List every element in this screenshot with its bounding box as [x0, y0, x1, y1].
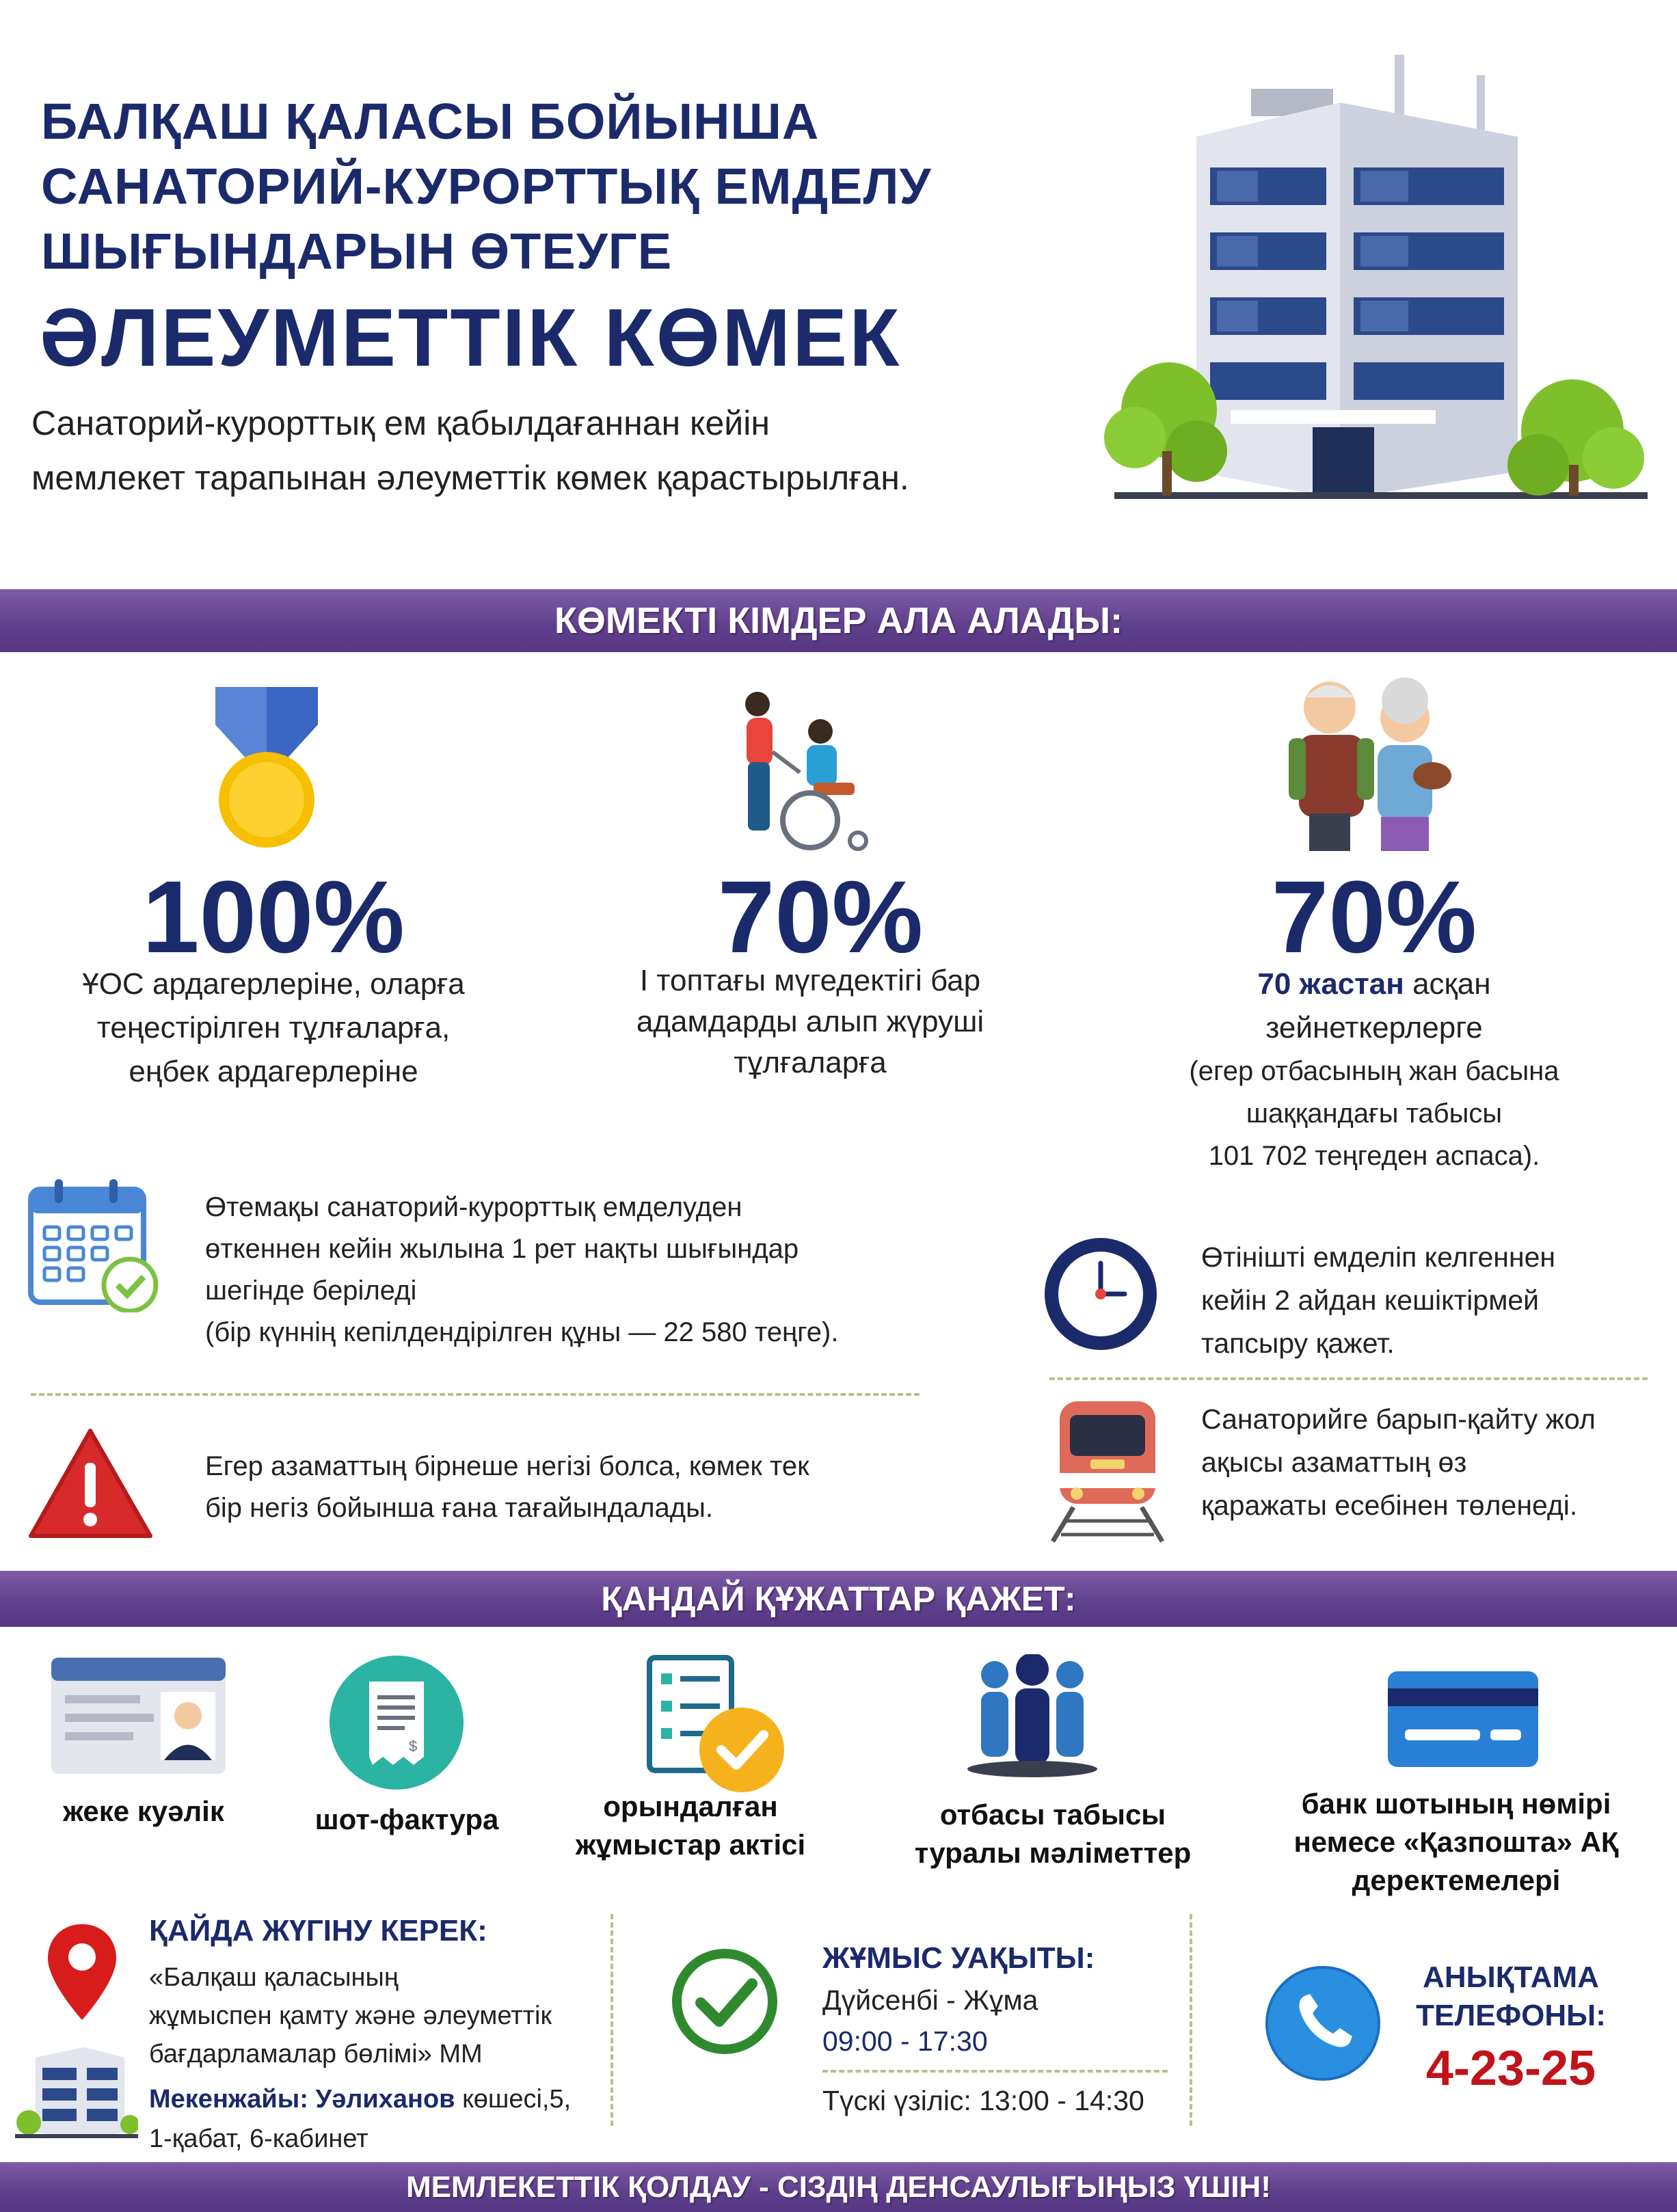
bank-card-icon	[1388, 1671, 1538, 1767]
divider-hours	[822, 2070, 1168, 2073]
group-pensioners-text: 70 жастан асқан зейнеткерлерге (егер отбасының жан басына шаққандағы табысы 101 702 теңгеден аспаса).	[1189, 967, 1559, 1171]
group-caregivers-text: І топтағы мүгедектігі бар адамдарды алып жүруші тұлғаларға	[636, 964, 984, 1079]
divider-right	[1049, 1377, 1648, 1380]
title-line-3: ШЫҒЫНДАРЫН ӨТЕУГЕ	[41, 223, 673, 280]
age-highlight: 70 жастан	[1257, 967, 1404, 1001]
title-line-1: БАЛҚАШ ҚАЛАСЫ БОЙЫНША	[41, 93, 820, 150]
checklist-icon	[646, 1654, 790, 1798]
percent-100: 100%	[142, 859, 405, 974]
documents-heading-band	[0, 1571, 1677, 1627]
compensation-text: Өтемақы санаторий-курорттық емделуден өткеннен кейін жылына 1 рет нақты шығындар шегінде беріледі (бір күннің кепілдендірілген құны — 22 580 теңге).	[205, 1192, 839, 1347]
footer-band	[0, 2162, 1677, 2212]
title-line-2: САНАТОРИЙ-КУРОРТТЫҚ ЕМДЕЛУ	[41, 158, 932, 215]
invoice-icon	[328, 1654, 465, 1791]
address-text: Мекенжайы: Уәлиханов көшесі,5, 1-қабат, 6-кабинет	[149, 2085, 572, 2153]
clock-icon	[1043, 1236, 1159, 1352]
group-veterans-text: ҰОС ардагерлеріне, оларға теңестірілген тұлғаларға, еңбек ардагерлеріне	[82, 967, 465, 1088]
footer-slogan: МЕМЛЕКЕТТІК ҚОЛДАУ - СІЗДІҢ ДЕНСАУЛЫҒЫҢЫЗ ҮШІН!	[406, 2170, 1271, 2204]
wheelchair-caregiver-icon	[725, 690, 875, 854]
id-card-icon	[51, 1658, 226, 1774]
divider-vertical-2	[1190, 1914, 1192, 2126]
subtitle-line-2: мемлекет тарапынан әлеуметтік көмек қарастырылған.	[31, 459, 909, 497]
train-icon	[1046, 1394, 1169, 1545]
who-heading-band	[0, 589, 1677, 652]
percent-70-pensioners: 70%	[1271, 859, 1477, 974]
phone-icon[interactable]	[1265, 1965, 1381, 2081]
deadline-text: Өтінішті емделіп келгеннен кейін 2 айдан кешіктірмей тапсыру қажет.	[1201, 1241, 1556, 1359]
warning-text: Егер азаматтың бірнеше негізі болса, көмек тек бір негіз бойынша ғана тағайындалады.	[205, 1451, 809, 1523]
subtitle-line-1: Санаторий-курорттық ем қабылдағаннан кейін	[31, 404, 770, 442]
calendar-icon	[27, 1176, 164, 1312]
hours-time: 09:00 - 17:30	[822, 2025, 988, 2057]
warning-icon	[27, 1425, 154, 1541]
clock-check-icon	[670, 1941, 786, 2058]
small-building-icon	[15, 2037, 138, 2140]
doc-label-act: орындалған жұмыстар актісі	[575, 1790, 806, 1861]
phone-number[interactable]: 4-23-25	[1425, 2041, 1596, 2096]
divider-vertical-1	[611, 1914, 613, 2126]
title-main: ӘЛЕУМЕТТІК КӨМЕК	[40, 292, 902, 383]
hours-break: Түскі үзіліс: 13:00 - 14:30	[822, 2085, 1144, 2116]
location-pin-icon	[48, 1924, 116, 2020]
svg-text:$: $	[409, 1738, 418, 1755]
hours-days: Дүйсенбі - Жұма	[822, 1984, 1038, 2016]
documents-heading: ҚАНДАЙ ҚҰЖАТТАР ҚАЖЕТ:	[601, 1580, 1076, 1618]
doc-label-invoice: шот-фактура	[314, 1803, 499, 1835]
family-icon	[964, 1654, 1101, 1777]
doc-label-bank: банк шотының нөмірі немесе «Қазпошта» АҚ деректемелері	[1293, 1788, 1619, 1896]
divider-left	[31, 1393, 920, 1396]
where-heading: ҚАЙДА ЖҮГІНУ КЕРЕК:	[149, 1914, 487, 1947]
travel-text: Санаторийге барып-қайту жол ақысы азаматтың өз қаражаты есебінен төленеді.	[1201, 1403, 1596, 1521]
office-building-icon	[1094, 48, 1654, 513]
doc-label-income: отбасы табысы туралы мәліметтер	[914, 1798, 1192, 1869]
percent-70-caregivers: 70%	[717, 859, 924, 974]
who-heading: КӨМЕКТІ КІМДЕР АЛА АЛАДЫ:	[554, 600, 1123, 641]
medal-icon	[209, 687, 325, 851]
doc-label-id: жеке куәлік	[63, 1795, 224, 1827]
hours-heading: ЖҰМЫС УАҚЫТЫ:	[822, 1941, 1095, 1975]
elderly-couple-icon	[1272, 677, 1463, 854]
phone-label: АНЫҚТАМА ТЕЛЕФОНЫ:	[1416, 1960, 1606, 2032]
where-text: «Балқаш қаласының жұмыспен қамту және әлеуметтік бағдарламалар бөлімі» ММ	[149, 1963, 552, 2068]
